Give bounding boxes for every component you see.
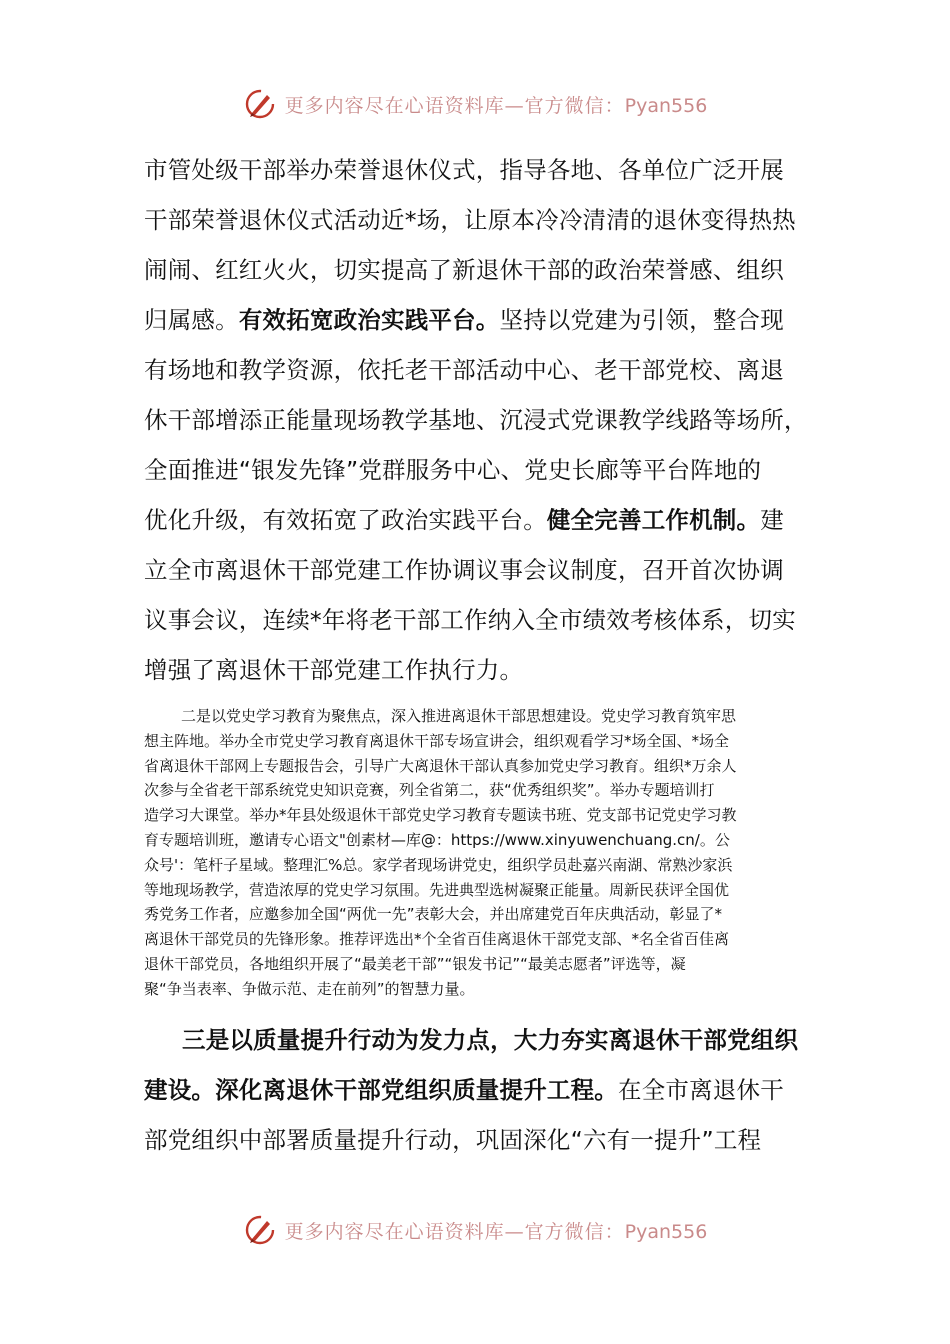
text-line: 造学习大课堂。举办*年县处级退休干部党史学习教育专题读书班、党支部书记党史学习教 (144, 806, 737, 825)
text-line: 育专题培训班，邀请专心语文"创素材—库@：https://www.xinyuwenchuang.cn/。公 (144, 830, 730, 849)
text-line: 议事会议，连续*年将老干部工作纳入全市绩效考核体系，切实 (144, 606, 796, 634)
text-line: 市管处级干部举办荣誉退休仪式，指导各地、各单位广泛开展 (144, 156, 784, 184)
text-line: 退休干部党员，各地组织开展了“最美老干部”“银发书记”“最美志愿者”评选等，凝 (144, 954, 686, 973)
text-line: 部党组织中部署质量提升行动，巩固深化“六有一提升”工程 (144, 1126, 762, 1154)
text-line: 建设。深化离退休干部党组织质量提升工程。在全市离退休干 (144, 1076, 784, 1104)
header-watermark (0, 84, 950, 124)
text-line: 省离退休干部网上专题报告会，引导广大离退休干部认真参加党史学习教育。组织*万余人 (144, 756, 737, 775)
text-line (144, 1015, 824, 1065)
bold-heading: 健全完善工作机制。 (546, 506, 761, 534)
text-line: 二是以党史学习教育为聚焦点，深入推进离退休干部思想建设。党史学习教育筑牢思 (181, 707, 737, 725)
text-line: 有场地和教学资源，依托老干部活动中心、老干部党校、离退 (144, 356, 784, 384)
text-line: 全面推进“银发先锋”党群服务中心、党史长廊等平台阵地的 (144, 456, 762, 484)
text-line: 休干部增添正能量现场教学基地、沉浸式党课教学线路等场所， (144, 406, 808, 434)
bold-heading: 三是以质量提升行动为发力点，大力夯实离退休干部党组织 (182, 1026, 799, 1054)
paragraph-section-3 (144, 1015, 824, 1165)
watermark-text: 更多内容尽在心语资料库—官方微信：Pyan556 (284, 1220, 708, 1243)
text-line: 次参与全省老干部系统党史知识竞赛，列全省第二，获“优秀组织奖”。举办专题培训打 (144, 781, 715, 800)
text-line: 离退休干部党员的先锋形象。推荐评选出*个全省百佳离退休干部党支部、*名全省百佳离 (144, 930, 730, 949)
paragraph-section-2 (144, 704, 809, 1002)
footer-watermark (0, 1210, 950, 1250)
text-line: 优化升级，有效拓宽了政治实践平台。健全完善工作机制。建 (144, 506, 784, 534)
text-line: 聚“争当表率、争做示范、走在前列”的智慧力量。 (144, 979, 475, 998)
text-line: 归属感。有效拓宽政治实践平台。坚持以党建为引领，整合现 (144, 306, 784, 334)
pen-circle-logo-icon (243, 87, 277, 121)
watermark-text: 更多内容尽在心语资料库—官方微信：Pyan556 (284, 94, 708, 117)
text-line: 众号'：笔杆子星域。整理汇%总。家学者现场讲党史，组织学员赴嘉兴南湖、常熟沙家浜 (144, 855, 733, 874)
text-line: 等地现场教学，营造浓厚的党史学习氛围。先进典型选树凝聚正能量。周新民获评全国优 (144, 880, 730, 899)
pen-circle-logo-icon (243, 1213, 277, 1247)
text-line: 增强了离退休干部党建工作执行力。 (144, 656, 524, 684)
text-line: 立全市离退休干部党建工作协调议事会议制度，召开首次协调 (144, 556, 784, 584)
text-line: 干部荣誉退休仪式活动近*场，让原本冷冷清清的退休变得热热 (144, 206, 796, 234)
text-line: 想主阵地。举办全市党史学习教育离退休干部专场宣讲会，组织观看学习*场全国、*场全 (144, 731, 730, 750)
text-line: 秀党务工作者，应邀参加全国“两优一先”表彰大会，并出席建党百年庆典活动，彰显了* (144, 905, 723, 924)
text-line: 闹闹、红红火火，切实提高了新退休干部的政治荣誉感、组织 (144, 256, 784, 284)
bold-heading: 建设。深化离退休干部党组织质量提升工程。 (144, 1076, 618, 1104)
paragraph-section-1 (144, 145, 824, 695)
bold-heading: 有效拓宽政治实践平台。 (238, 306, 500, 334)
